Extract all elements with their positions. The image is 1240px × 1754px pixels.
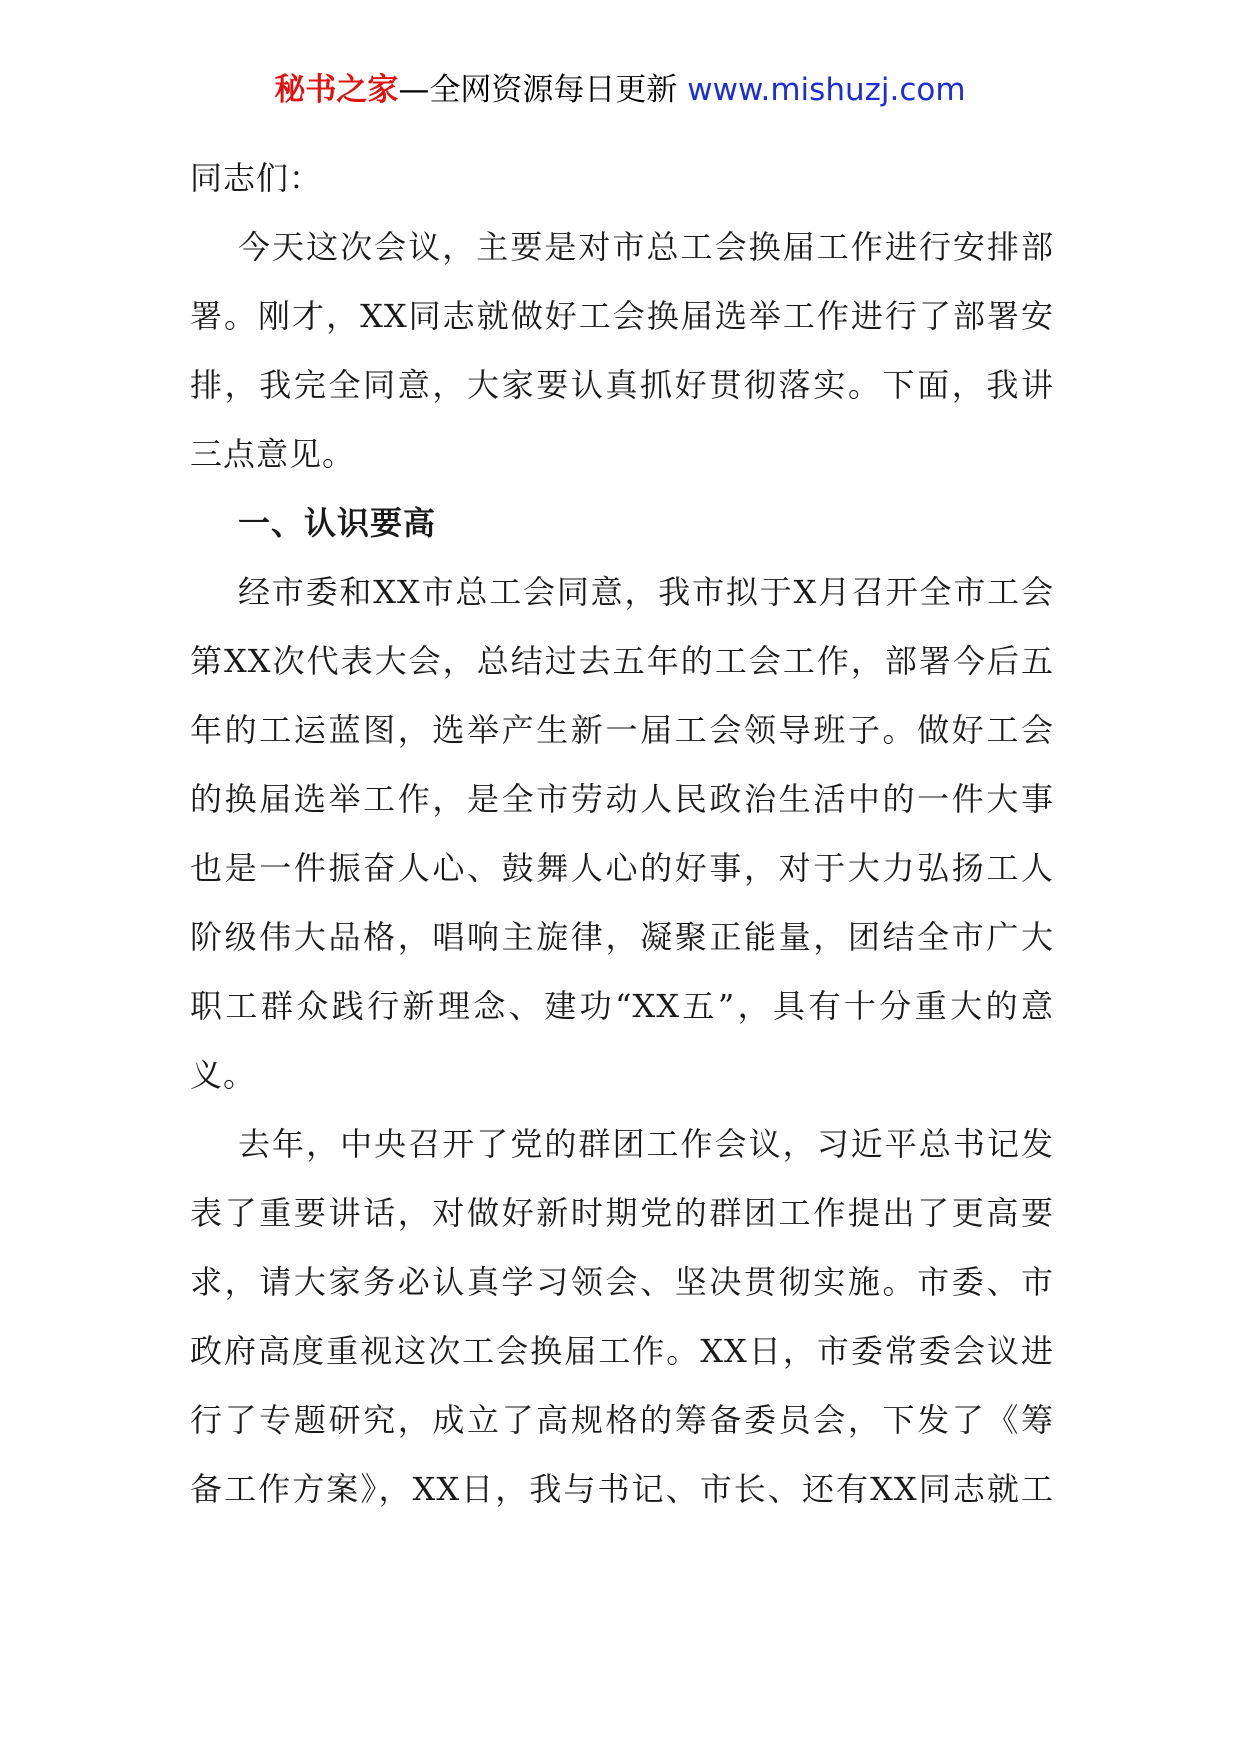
- paragraph-line: 第XX次代表大会，总结过去五年的工会工作，部署今后五: [190, 642, 1054, 680]
- paragraph-line: 也是一件振奋人心、鼓舞人心的好事，对于大力弘扬工人: [190, 849, 1054, 887]
- paragraph-line: 的换届选举工作，是全市劳动人民政治生活中的一件大事: [190, 780, 1054, 818]
- paragraph-line: 经市委和XX市总工会同意，我市拟于X月召开全市工会: [238, 573, 1054, 611]
- paragraph-line: 求，请大家务必认真学习领会、坚决贯彻实施。市委、市: [190, 1263, 1054, 1301]
- paragraph-line: 今天这次会议，主要是对市总工会换届工作进行安排部: [238, 228, 1054, 266]
- paragraph-line: 行了专题研究，成立了高规格的筹备委员会，下发了《筹: [190, 1401, 1054, 1439]
- paragraph-line: 排，我完全同意，大家要认真抓好贯彻落实。下面，我讲: [190, 366, 1054, 404]
- paragraph-line: 署。刚才，XX同志就做好工会换届选举工作进行了部署安: [190, 297, 1054, 335]
- header-slogan: —全网资源每日更新: [398, 72, 678, 108]
- paragraph-line: 政府高度重视这次工会换届工作。XX日，市委常委会议进: [190, 1332, 1054, 1370]
- paragraph-line: 去年，中央召开了党的群团工作会议，习近平总书记发: [238, 1125, 1054, 1163]
- paragraph-line: 三点意见。: [190, 435, 356, 473]
- document-body: [190, 144, 1054, 1524]
- paragraph-line: 表了重要讲话，对做好新时期党的群团工作提出了更高要: [190, 1194, 1054, 1232]
- paragraph-line: 义。: [190, 1056, 257, 1094]
- paragraph-line: 备工作方案》，XX日，我与书记、市长、还有XX同志就工: [190, 1470, 1054, 1508]
- paragraph-1: [190, 213, 1054, 489]
- salutation: 同志们：: [190, 159, 323, 197]
- website-link[interactable]: www.mishuzj.com: [687, 72, 966, 108]
- paragraph-line: 年的工运蓝图，选举产生新一届工会领导班子。做好工会: [190, 711, 1054, 749]
- paragraph-3: [190, 1110, 1054, 1524]
- paragraph-2: [190, 558, 1054, 1110]
- brand-name: 秘书之家: [274, 72, 399, 108]
- page-header: [0, 66, 1240, 114]
- paragraph-line: 阶级伟大品格，唱响主旋律，凝聚正能量，团结全市广大: [190, 918, 1054, 956]
- paragraph-line: 职工群众践行新理念、建功“XX五”，具有十分重大的意: [190, 987, 1054, 1025]
- section-heading-1: 一、认识要高: [238, 504, 437, 542]
